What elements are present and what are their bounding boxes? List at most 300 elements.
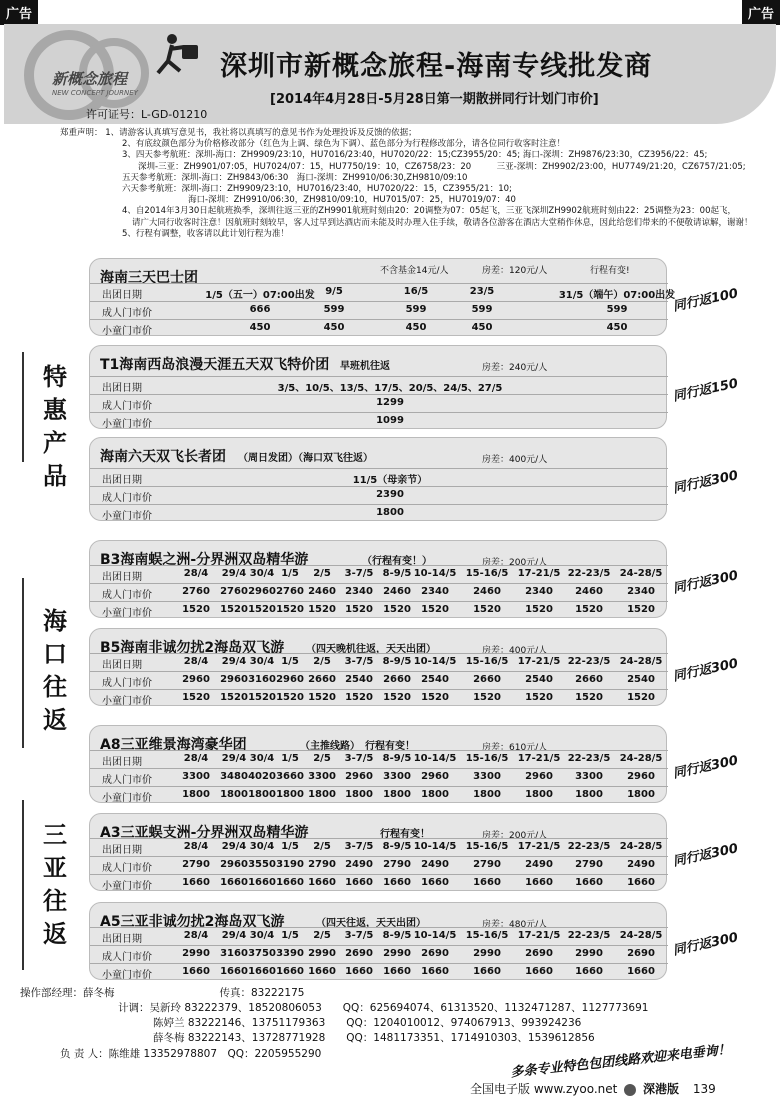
- cell-value: 1660: [473, 966, 501, 977]
- cell-value: 30/4: [249, 930, 275, 941]
- cell-value: 8-9/5: [382, 568, 412, 579]
- row-label: 出团日期: [102, 475, 142, 486]
- cell-value: 3300: [182, 771, 210, 782]
- page-number: 139: [692, 1082, 716, 1096]
- cell-value: 1800: [575, 789, 603, 800]
- tour-extra: （行程有变！）: [362, 556, 432, 567]
- brand-name: 新概念旅程: [52, 70, 128, 88]
- cell-value: 1800: [345, 789, 373, 800]
- tour-note: 房差：240元/人: [482, 363, 548, 373]
- cell-value: 450: [405, 322, 427, 333]
- cell-value: 1660: [308, 877, 336, 888]
- tour-extra: （主推线路） 行程有变！: [300, 741, 415, 752]
- cell-value: 2960: [220, 674, 248, 685]
- table-row: [90, 689, 668, 706]
- cell-value: 31/5（端午）07:00出发: [558, 290, 676, 301]
- cell-value: 1520: [276, 692, 304, 703]
- tour-extra: （四天往返，天天出团）: [316, 918, 426, 929]
- cell-value: 2960: [276, 674, 304, 685]
- cell-value: 2/5: [313, 841, 331, 852]
- notice-line: 五天参考航班：深圳-海口：ZH9843/06:30 海口-深圳：ZH9910/06:30,ZH9810/09:10: [122, 172, 468, 183]
- row-label: 小童门市价: [102, 419, 152, 430]
- table-row: [90, 786, 668, 803]
- cell-value: 599: [323, 304, 345, 315]
- section-label-sanya: 三亚往返: [43, 820, 67, 948]
- row-label: 出团日期: [102, 934, 142, 945]
- tour-extra: 早班机往返: [340, 361, 390, 372]
- cell-value: 2460: [575, 586, 603, 597]
- cell-value: 17-21/5: [517, 841, 561, 852]
- notice-line: 5、行程有调整，收客请以此计划行程为准！: [122, 228, 289, 239]
- cell-value: 1520: [308, 692, 336, 703]
- row-label: 出团日期: [102, 660, 142, 671]
- cell-value: 2/5: [313, 930, 331, 941]
- table-row: [90, 486, 668, 503]
- tour-note: 房差：200元/人: [482, 558, 548, 568]
- rebate-badge: 同行返300: [671, 568, 740, 597]
- tour-card: [89, 902, 667, 980]
- row-label: 小童门市价: [102, 326, 152, 337]
- cell-value: 17-21/5: [517, 656, 561, 667]
- region-label: 深港版: [643, 1082, 680, 1096]
- row-label: 成人门市价: [102, 308, 152, 319]
- tour-card: [89, 540, 667, 618]
- row-label: 成人门市价: [102, 590, 152, 601]
- section-bracket: [22, 578, 24, 748]
- cell-value: 1520: [383, 604, 411, 615]
- cell-value: 2460: [473, 586, 501, 597]
- cell-value: 10-14/5: [413, 930, 457, 941]
- cell-value: 10-14/5: [413, 568, 457, 579]
- section-bracket: [22, 352, 24, 462]
- cell-value: 2460: [383, 586, 411, 597]
- cell-value: 1800: [276, 789, 304, 800]
- cell-value: 3-7/5: [344, 841, 374, 852]
- cell-value: 2660: [473, 674, 501, 685]
- cell-value: 1660: [276, 966, 304, 977]
- cell-value: 2/5: [313, 753, 331, 764]
- row-label: 出团日期: [102, 757, 142, 768]
- row-label: 成人门市价: [102, 952, 152, 963]
- row-label: 小童门市价: [102, 970, 152, 981]
- cell-value: 2960: [345, 771, 373, 782]
- cell-value: 1660: [345, 877, 373, 888]
- cell-value: 2990: [383, 948, 411, 959]
- cell-value: 2340: [525, 586, 553, 597]
- cell-value: 15-16/5: [465, 753, 509, 764]
- cell-value: 2790: [308, 859, 336, 870]
- row-label: 成人门市价: [102, 401, 152, 412]
- tour-title: 海南六天双飞长者团: [100, 449, 226, 465]
- cell-value: 28/4: [183, 753, 209, 764]
- cell-value: 1800: [525, 789, 553, 800]
- cell-value: 2790: [473, 859, 501, 870]
- cell-value: 3/5、10/5、13/5、17/5、20/5、24/5、27/5: [277, 383, 503, 394]
- cell-value: 1299: [376, 397, 404, 408]
- cell-value: 2690: [421, 948, 449, 959]
- tour-card: [89, 813, 667, 891]
- cell-value: 1520: [575, 604, 603, 615]
- license-number: 许可证号：L-GD-01210: [86, 108, 208, 121]
- cell-value: 450: [249, 322, 271, 333]
- cell-value: 15-16/5: [465, 656, 509, 667]
- cell-value: 2790: [383, 859, 411, 870]
- row-label: 出团日期: [102, 572, 142, 583]
- cell-value: 1800: [473, 789, 501, 800]
- cell-value: 10-14/5: [413, 753, 457, 764]
- row-label: 小童门市价: [102, 511, 152, 522]
- cell-value: 450: [606, 322, 628, 333]
- table-row: [90, 945, 668, 962]
- cell-value: 1520: [345, 604, 373, 615]
- cell-value: 1660: [248, 877, 276, 888]
- cell-value: 3660: [276, 771, 304, 782]
- cell-value: 1520: [525, 692, 553, 703]
- table-row: [90, 319, 668, 336]
- table-row: [90, 376, 668, 393]
- cell-value: 2960: [421, 771, 449, 782]
- cell-value: 30/4: [249, 841, 275, 852]
- footer-contact: 计调：吴新玲 83222379、18520806053 QQ：625694074、61313520、1132471287、1127773691: [118, 1002, 649, 1014]
- cell-value: 29/4: [221, 841, 247, 852]
- cell-value: 3300: [308, 771, 336, 782]
- section-bracket: [22, 800, 24, 970]
- cell-value: 2/5: [313, 656, 331, 667]
- cell-value: 2390: [376, 489, 404, 500]
- cell-value: 3160: [248, 674, 276, 685]
- tour-card: [89, 345, 667, 429]
- cell-value: 24-28/5: [619, 568, 663, 579]
- footer-owner: 负 责 人：陈维雄 13352978807 QQ：2205955290: [60, 1048, 322, 1060]
- ad-tag-left: 广告: [0, 0, 38, 25]
- notice-line: 海口-深圳：ZH9910/06:30，ZH9810/09:10，HU7015/07：25，HU7019/07：40: [188, 195, 516, 206]
- cell-value: 1099: [376, 415, 404, 426]
- notice-block: [60, 128, 780, 240]
- cell-value: 1660: [248, 966, 276, 977]
- cell-value: 2960: [525, 771, 553, 782]
- cell-value: 2760: [220, 586, 248, 597]
- cell-value: 1/5: [281, 841, 299, 852]
- tour-note: 房差：400元/人: [482, 646, 548, 656]
- tour-card: [89, 725, 667, 803]
- cell-value: 22-23/5: [567, 656, 611, 667]
- cell-value: 15-16/5: [465, 841, 509, 852]
- cell-value: 10-14/5: [413, 841, 457, 852]
- table-row: [90, 504, 668, 521]
- row-label: 出团日期: [102, 845, 142, 856]
- slogan: 多条专业特色包团线路欢迎来电垂询！: [510, 1042, 732, 1081]
- cell-value: 30/4: [249, 753, 275, 764]
- cell-value: 2540: [421, 674, 449, 685]
- cell-value: 3480: [220, 771, 248, 782]
- cell-value: 1520: [627, 604, 655, 615]
- cell-value: 3160: [220, 948, 248, 959]
- cell-value: 17-21/5: [517, 568, 561, 579]
- rebate-badge: 同行返300: [671, 468, 740, 497]
- table-row: [90, 838, 668, 855]
- rebate-badge: 同行返300: [671, 753, 740, 782]
- cell-value: 1800: [220, 789, 248, 800]
- table-row: [90, 750, 668, 767]
- notice-line: 郑重声明： 1、请游客认真填写意见书，我社将以真填写的意见书作为处理投诉及反馈的依据；: [60, 128, 417, 138]
- table-row: [90, 874, 668, 891]
- cell-value: 3300: [383, 771, 411, 782]
- cell-value: 2540: [525, 674, 553, 685]
- cell-value: 1660: [308, 966, 336, 977]
- cell-value: 1/5: [281, 753, 299, 764]
- rebate-badge: 同行返150: [671, 376, 740, 405]
- tour-note: 房差：200元/人: [482, 831, 548, 841]
- cell-value: 2490: [345, 859, 373, 870]
- notice-line: 3、四天参考航班：深圳-海口：ZH9909/23:10，HU7016/23:40，HU7020/22：15;CZ3955/20：45; 海口-深圳：ZH9876/23:30，CZ3956/22：45;: [122, 150, 708, 161]
- cell-value: 11/5（母亲节）: [352, 475, 428, 486]
- cell-value: 1800: [627, 789, 655, 800]
- cell-value: 28/4: [183, 568, 209, 579]
- brand-logo: [52, 68, 192, 97]
- cell-value: 1520: [220, 692, 248, 703]
- cell-value: 1800: [308, 789, 336, 800]
- cell-value: 30/4: [249, 568, 275, 579]
- cell-value: 2760: [276, 586, 304, 597]
- cell-value: 22-23/5: [567, 841, 611, 852]
- tour-title: B5海南非诚勿扰2海岛双飞游: [100, 640, 285, 656]
- tour-note: 房差：400元/人: [482, 455, 548, 465]
- tour-note: 房差：120元/人: [482, 266, 548, 276]
- row-label: 小童门市价: [102, 793, 152, 804]
- cell-value: 30/4: [249, 656, 275, 667]
- cell-value: 1800: [248, 789, 276, 800]
- cell-value: 1/5: [281, 568, 299, 579]
- cell-value: 22-23/5: [567, 930, 611, 941]
- cell-value: 17-21/5: [517, 930, 561, 941]
- cell-value: 1520: [248, 692, 276, 703]
- cell-value: 1/5: [281, 656, 299, 667]
- cell-value: 1660: [421, 877, 449, 888]
- tour-note: 行程有变!: [590, 266, 630, 276]
- cell-value: 2340: [627, 586, 655, 597]
- table-row: [90, 963, 668, 980]
- cell-value: 1800: [383, 789, 411, 800]
- cell-value: 1520: [345, 692, 373, 703]
- tour-title: T1海南西岛浪漫天涯五天双飞特价团: [100, 357, 330, 373]
- cell-value: 1520: [627, 692, 655, 703]
- page-subtitle: [2014年4月28日-5月28日第一期散拼同行计划门市价]: [270, 92, 599, 107]
- cell-value: 3-7/5: [344, 753, 374, 764]
- table-row: [90, 601, 668, 618]
- table-row: [90, 927, 668, 944]
- cell-value: 2990: [182, 948, 210, 959]
- ad-tag-right: 广告: [742, 0, 780, 25]
- cell-value: 450: [471, 322, 493, 333]
- cell-value: 2660: [575, 674, 603, 685]
- cell-value: 24-28/5: [619, 841, 663, 852]
- cell-value: 3190: [276, 859, 304, 870]
- cell-value: 2660: [308, 674, 336, 685]
- row-label: 成人门市价: [102, 775, 152, 786]
- cell-value: 24-28/5: [619, 930, 663, 941]
- cell-value: 2/5: [313, 568, 331, 579]
- table-row: [90, 283, 676, 301]
- cell-value: 2960: [220, 859, 248, 870]
- cell-value: 17-21/5: [517, 753, 561, 764]
- zyoo-logo-icon: [624, 1084, 636, 1096]
- tour-title: A3三亚蜈支洲-分界洲双岛精华游: [100, 825, 309, 841]
- table-row: [90, 301, 668, 318]
- cell-value: 28/4: [183, 656, 209, 667]
- rebate-badge: 同行返300: [671, 930, 740, 959]
- cell-value: 29/4: [221, 753, 247, 764]
- tour-note: 房差：610元/人: [482, 743, 548, 753]
- cell-value: 28/4: [183, 930, 209, 941]
- row-label: 成人门市价: [102, 678, 152, 689]
- cell-value: 10-14/5: [413, 656, 457, 667]
- cell-value: 1660: [220, 966, 248, 977]
- cell-value: 2990: [473, 948, 501, 959]
- section-label-specials: 特惠产品: [43, 362, 67, 490]
- table-row: [90, 671, 668, 688]
- cell-value: 1800: [421, 789, 449, 800]
- rebate-badge: 同行返100: [671, 286, 740, 315]
- cell-value: 1660: [383, 966, 411, 977]
- tour-card: [89, 437, 667, 521]
- row-label: 成人门市价: [102, 863, 152, 874]
- cell-value: 2490: [627, 859, 655, 870]
- cell-value: 29/4: [221, 656, 247, 667]
- cell-value: 1660: [182, 877, 210, 888]
- cell-value: 2340: [421, 586, 449, 597]
- cell-value: 2690: [345, 948, 373, 959]
- cell-value: 2540: [345, 674, 373, 685]
- tour-extra: 行程有变！: [380, 829, 430, 840]
- footer-contact: 陈婷兰 83222146、13751179363 QQ：1204010012、974067913、993924236: [153, 1017, 582, 1029]
- tour-title: A5三亚非诚勿扰2海岛双飞游: [100, 914, 285, 930]
- cell-value: 1660: [182, 966, 210, 977]
- brand-name-en: NEW CONCEPT JOURNEY: [52, 89, 138, 97]
- footer-contact: 薛冬梅 83222143、13728771928 QQ：1481173351、1714910303、1539612856: [153, 1032, 595, 1044]
- rebate-badge: 同行返300: [671, 841, 740, 870]
- cell-value: 29/4: [221, 930, 247, 941]
- rebate-badge: 同行返300: [671, 656, 740, 685]
- table-row: [90, 583, 668, 600]
- tour-note: 房差：480元/人: [482, 920, 548, 930]
- row-label: 小童门市价: [102, 608, 152, 619]
- notice-line: 深圳-三亚：ZH9901/07:05，HU7024/07：15，HU7750/19：10，CZ6758/23：20 三亚-深圳：ZH9902/23:00，HU7749/21:20，CZ6757/21:05;: [138, 161, 746, 172]
- cell-value: 2540: [627, 674, 655, 685]
- cell-value: 2760: [182, 586, 210, 597]
- cell-value: 15-16/5: [465, 568, 509, 579]
- cell-value: 1660: [220, 877, 248, 888]
- notice-line: 2、有底纹颜色部分为价格修改部分（红色为上调、绿色为下调）、蓝色部分为行程修改部分，请各位同行收客时注意！: [122, 139, 566, 150]
- cell-value: 2990: [308, 948, 336, 959]
- cell-value: 2960: [182, 674, 210, 685]
- cell-value: 2490: [421, 859, 449, 870]
- cell-value: 1520: [182, 604, 210, 615]
- cell-value: 15-16/5: [465, 930, 509, 941]
- cell-value: 1660: [525, 877, 553, 888]
- row-label: 出团日期: [102, 383, 142, 394]
- cell-value: 4020: [248, 771, 276, 782]
- table-row: [90, 468, 668, 485]
- cell-value: 1660: [383, 877, 411, 888]
- cell-value: 16/5: [403, 286, 429, 297]
- cell-value: 1660: [276, 877, 304, 888]
- cell-value: 599: [606, 304, 628, 315]
- cell-value: 1800: [376, 507, 404, 518]
- cell-value: 1660: [473, 877, 501, 888]
- table-row: [90, 856, 668, 873]
- cell-value: 3750: [248, 948, 276, 959]
- cell-value: 1660: [575, 877, 603, 888]
- cell-value: 2790: [182, 859, 210, 870]
- cell-value: 2340: [345, 586, 373, 597]
- cell-value: 1660: [345, 966, 373, 977]
- cell-value: 1520: [248, 604, 276, 615]
- cell-value: 3300: [473, 771, 501, 782]
- row-label: 成人门市价: [102, 493, 152, 504]
- cell-value: 3-7/5: [344, 656, 374, 667]
- tour-card: [89, 258, 676, 337]
- notice-line: 请广大同行收客时注意！因航班时刻较早，客人过早到达酒店而未能及时办理入住手续，敬请各位游客在酒店大堂稍作休息，因此给您们带来的不便敬请谅解，谢谢！: [132, 217, 753, 228]
- table-row: [90, 394, 668, 411]
- cell-value: 1520: [276, 604, 304, 615]
- cell-value: 22-23/5: [567, 753, 611, 764]
- cell-value: 3550: [248, 859, 276, 870]
- bottom-bar: [470, 1080, 716, 1097]
- tour-title: 海南三天巴士团: [100, 270, 198, 286]
- cell-value: 2790: [575, 859, 603, 870]
- cell-value: 2690: [525, 948, 553, 959]
- section-label-haikou: 海口往返: [43, 606, 67, 734]
- cell-value: 8-9/5: [382, 753, 412, 764]
- tour-extra: （四天晚机往返，天天出团）: [306, 644, 436, 655]
- cell-value: 1660: [627, 877, 655, 888]
- table-row: [90, 565, 668, 582]
- cell-value: 3300: [575, 771, 603, 782]
- cell-value: 24-28/5: [619, 656, 663, 667]
- cell-value: 2960: [248, 586, 276, 597]
- cell-value: 1520: [220, 604, 248, 615]
- cell-value: 23/5: [469, 286, 495, 297]
- tour-note: 不含基金14元/人: [380, 266, 449, 276]
- cell-value: 29/4: [221, 568, 247, 579]
- tour-title: A8三亚维景海湾豪华团: [100, 737, 247, 753]
- cell-value: 28/4: [183, 841, 209, 852]
- cell-value: 1520: [182, 692, 210, 703]
- cell-value: 9/5: [325, 286, 343, 297]
- table-row: [90, 653, 668, 670]
- cell-value: 1660: [525, 966, 553, 977]
- cell-value: 1660: [575, 966, 603, 977]
- cell-value: 8-9/5: [382, 656, 412, 667]
- cell-value: 8-9/5: [382, 841, 412, 852]
- cell-value: 2460: [308, 586, 336, 597]
- row-label: 出团日期: [102, 290, 142, 301]
- cell-value: 3-7/5: [344, 930, 374, 941]
- tour-extra: （周日发团）（海口双飞往返）: [238, 453, 373, 464]
- cell-value: 2690: [627, 948, 655, 959]
- cell-value: 3390: [276, 948, 304, 959]
- cell-value: 1660: [627, 966, 655, 977]
- cell-value: 599: [405, 304, 427, 315]
- cell-value: 1660: [421, 966, 449, 977]
- cell-value: 2990: [575, 948, 603, 959]
- tour-title: B3海南蜈之洲-分界洲双岛精华游: [100, 552, 309, 568]
- cell-value: 2490: [525, 859, 553, 870]
- edition-label: 全国电子版 www.zyoo.net: [470, 1082, 618, 1096]
- cell-value: 1520: [308, 604, 336, 615]
- cell-value: 1520: [575, 692, 603, 703]
- cell-value: 3-7/5: [344, 568, 374, 579]
